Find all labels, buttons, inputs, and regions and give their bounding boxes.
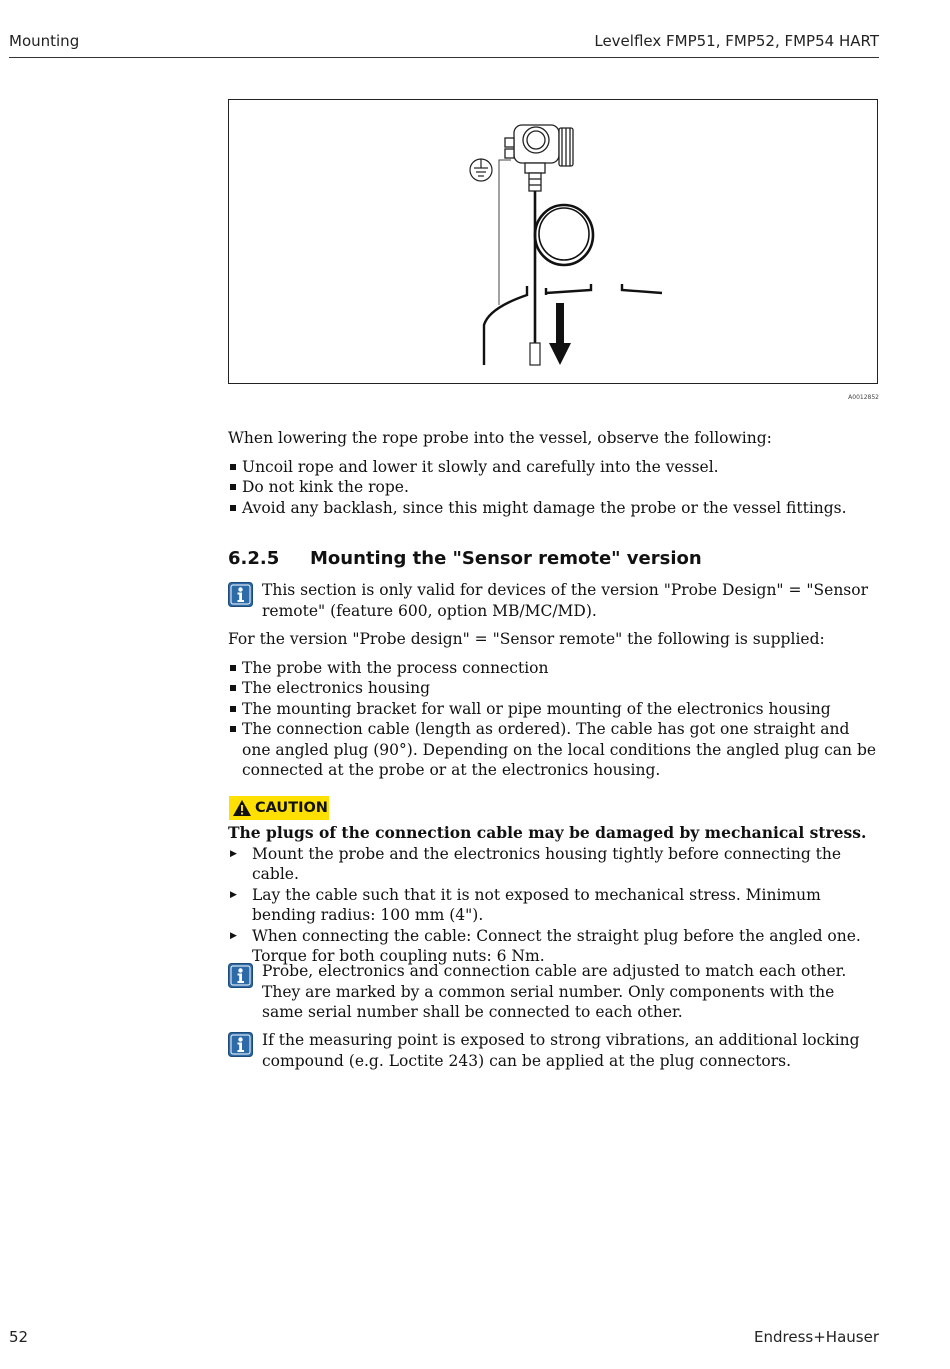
figure-id: A0012852 (848, 394, 879, 401)
info-icon (228, 582, 253, 607)
list-item: ▶ When connecting the cable: Connect the straight plug before the angled one. Torque for both coupling nuts: 6 Nm. (228, 926, 878, 967)
probe-lowering-figure (228, 99, 878, 384)
note-text: If the measuring point is exposed to strong vibrations, an additional locking compound (e.g. Loctite 243) can be applied at the plug connectors. (262, 1031, 860, 1070)
header-section: Mounting (9, 32, 80, 50)
page-number: 52 (9, 1328, 29, 1346)
list-item: The mounting bracket for wall or pipe mounting of the electronics housing (228, 699, 878, 720)
list-item: Do not kink the rope. (228, 477, 878, 498)
list-item: ▶ Mount the probe and the electronics housing tightly before connecting the cable. (228, 844, 878, 885)
caution-list (228, 844, 878, 967)
list-item: The electronics housing (228, 678, 878, 699)
supplied-block (228, 629, 878, 781)
list-item: Uncoil rope and lower it slowly and carefully into the vessel. (228, 457, 878, 478)
section-title: Mounting the "Sensor remote" version (310, 548, 702, 569)
probe-weight (530, 343, 540, 365)
intro-text: When lowering the rope probe into the vessel, observe the following: (228, 429, 772, 447)
vessel-outline (484, 284, 662, 365)
list-item: The probe with the process connection (228, 658, 878, 679)
note-text: Probe, electronics and connection cable are adjusted to match each other. They are marked by a common serial number. Only components with the same serial number shall be connected to each other. (262, 962, 847, 1021)
lowering-arrow (549, 303, 571, 365)
list-item: Avoid any backlash, since this might damage the probe or the vessel fittings. (228, 498, 878, 519)
note-text: This section is only valid for devices of the version "Probe Design" = "Sensor remote" (feature 600, option MB/MC/MD). (262, 581, 869, 620)
list-item: ▶ Lay the cable such that it is not exposed to mechanical stress. Minimum bending radius: 100 mm (4"). (228, 885, 878, 926)
footer-brand: Endress+Hauser (754, 1328, 879, 1346)
caution-heading: The plugs of the connection cable may be damaged by mechanical stress. (228, 823, 867, 842)
section-number: 6.2.5 (228, 548, 280, 569)
header-product: Levelflex FMP51, FMP52, FMP54 HART (594, 32, 879, 50)
probe-lowering-drawing (229, 100, 879, 385)
note-info-1 (228, 580, 878, 621)
caution-badge (229, 796, 329, 820)
caution-label: CAUTION (255, 800, 328, 816)
supplied-list (228, 658, 878, 781)
ground-icon (470, 159, 492, 181)
intro-list (228, 457, 878, 519)
note-info-3 (228, 1030, 878, 1071)
intro-block (228, 428, 878, 518)
list-item: The connection cable (length as ordered). The cable has got one straight and one angled plug (90°). Depending on the local conditions the angled plug can be connected at the probe or at the electronics housing. (228, 719, 878, 781)
info-icon (228, 1032, 253, 1057)
header-rule (9, 57, 879, 58)
transmitter-housing (505, 125, 573, 191)
note-info-2 (228, 961, 878, 1023)
info-icon (228, 963, 253, 988)
caution-block (228, 823, 878, 967)
supplied-text: For the version "Probe design" = "Sensor remote" the following is supplied: (228, 630, 825, 648)
warning-triangle-icon (232, 799, 252, 817)
section-heading (228, 549, 702, 570)
